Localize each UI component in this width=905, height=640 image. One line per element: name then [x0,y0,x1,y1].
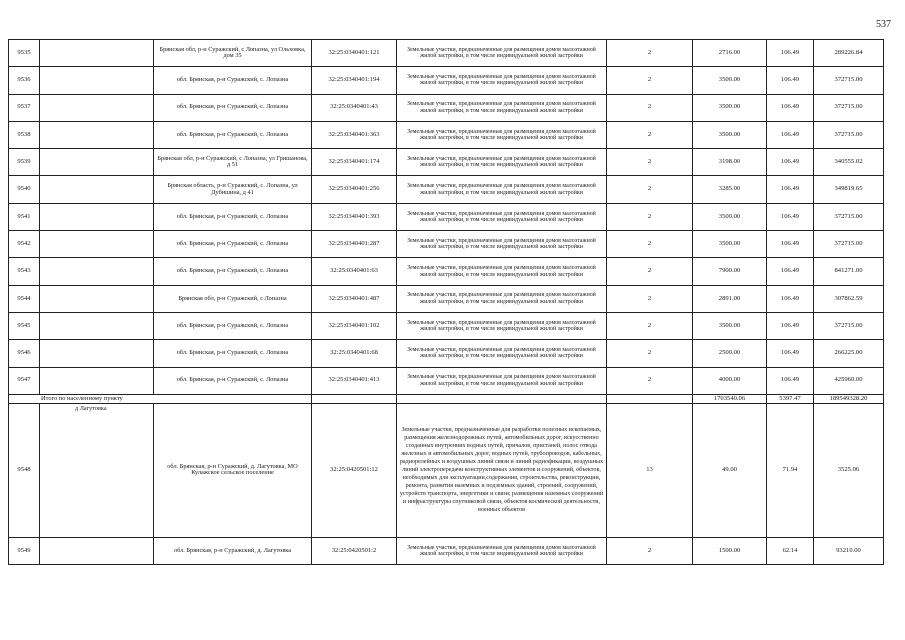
settlement-name: д Лагутовка [40,403,154,537]
cadastral-number-cell: 32:25:0340401:256 [312,176,397,203]
rate-cell: 106.49 [767,258,814,285]
group-cell: 2 [607,149,693,176]
cadastral-value-cell: 372715.00 [814,94,884,121]
address-cell: Брянская обл, р-н Суражский, с Лопазна [154,285,312,312]
address-cell: обл. Брянская, р-н Суражский, с. Лопазна [154,340,312,367]
land-use-cell: Земельные участки, предназначенные для разработки полезных ископаемых, размещения железнодорожных путей, автомобильных дорог, искусственно созданных внутренних водных путей, причалов, пристаней, полос отвода железных и автомобильных дорог, водных путей, трубопроводов, кабельных, радиорелейных и воздушных линий связи и линий радиофикации, воздушных линий электропередачи конструктивных элементов и сооружений, объектов, необходимых для эксплуатации,содержания, строительства, реконструкции, ремонта, развития наземных и подземных зданий, строений, сооружений, устройств транспорта, энергетики и связи; размещения наземных сооружений и инфраструктуры спутниковой связи, объектов космической деятельности, военных объектов [397,403,607,537]
area-cell: 3500.00 [693,312,767,339]
group-cell: 2 [607,340,693,367]
blank-cell [40,149,154,176]
blank-cell [40,203,154,230]
page-number: 537 [876,19,891,30]
address-cell: обл. Брянская, р-н Суражский, с. Лопазна [154,231,312,258]
rate-cell: 106.49 [767,40,814,67]
group-cell: 2 [607,367,693,394]
rate-cell: 106.49 [767,367,814,394]
table-row [9,231,884,258]
cadastral-value-cell: 266225.00 [814,340,884,367]
group-cell: 2 [607,203,693,230]
cadastral-value-cell: 3525.06 [814,403,884,537]
address-cell: обл. Брянская, р-н Суражский, д. Лагутовка, МО Кулажское сельское поселение [154,403,312,537]
area-cell: 3198.00 [693,149,767,176]
cadastral-value-cell: 425960.00 [814,367,884,394]
table-row [9,94,884,121]
row-number: 9547 [9,367,40,394]
row-number: 9544 [9,285,40,312]
table-body [9,40,884,565]
total-area: 1703540.06 [693,394,767,403]
land-use-cell: Земельные участки, предназначенные для размещения домов малоэтажной жилой застройки, в том числе индивидуальной жилой застройки [397,94,607,121]
table-row [9,340,884,367]
cadastral-value-cell: 340555.02 [814,149,884,176]
row-number: 9541 [9,203,40,230]
area-cell: 2891.00 [693,285,767,312]
land-use-cell: Земельные участки, предназначенные для размещения домов малоэтажной жилой застройки, в том числе индивидуальной жилой застройки [397,231,607,258]
table-row [9,67,884,94]
cadastral-value-table [8,39,884,565]
row-number: 9535 [9,40,40,67]
land-use-cell: Земельные участки, предназначенные для размещения домов малоэтажной жилой застройки, в том числе индивидуальной жилой застройки [397,285,607,312]
rate-cell: 106.49 [767,94,814,121]
group-cell: 2 [607,312,693,339]
rate-cell: 106.49 [767,312,814,339]
rate-cell: 106.49 [767,149,814,176]
blank-cell [40,67,154,94]
rate-cell: 71.94 [767,403,814,537]
group-cell: 2 [607,285,693,312]
cadastral-number-cell: 32:25:0340401:363 [312,121,397,148]
blank-cell [40,231,154,258]
area-cell: 2716.00 [693,40,767,67]
row-number: 9542 [9,231,40,258]
row-number: 9539 [9,149,40,176]
land-use-cell: Земельные участки, предназначенные для размещения домов малоэтажной жилой застройки, в том числе индивидуальной жилой застройки [397,340,607,367]
land-use-cell: Земельные участки, предназначенные для размещения домов малоэтажной жилой застройки, в том числе индивидуальной жилой застройки [397,40,607,67]
row-number: 9545 [9,312,40,339]
area-cell: 7900.00 [693,258,767,285]
cadastral-value-cell: 307862.59 [814,285,884,312]
blank-cell [40,340,154,367]
cadastral-number-cell: 32:25:0340401:393 [312,203,397,230]
table-row [9,312,884,339]
table-row [9,121,884,148]
address-cell: обл. Брянская, р-н Суражский, д. Лагутовка [154,537,312,564]
area-cell: 3500.00 [693,121,767,148]
land-use-cell: Земельные участки, предназначенные для размещения домов малоэтажной жилой застройки, в том числе индивидуальной жилой застройки [397,203,607,230]
cadastral-value-cell: 372715.00 [814,121,884,148]
land-use-cell: Земельные участки, предназначенные для размещения домов малоэтажной жилой застройки, в том числе индивидуальной жилой застройки [397,258,607,285]
rate-cell: 106.49 [767,340,814,367]
area-cell: 2500.00 [693,340,767,367]
area-cell: 49.00 [693,403,767,537]
table-row [9,40,884,67]
area-cell: 3500.00 [693,94,767,121]
land-use-cell: Земельные участки, предназначенные для размещения домов малоэтажной жилой застройки, в том числе индивидуальной жилой застройки [397,312,607,339]
cadastral-number-cell: 32:25:0340401:121 [312,40,397,67]
cadastral-number-cell: 32:25:0420501:12 [312,403,397,537]
cadastral-value-cell: 841271.00 [814,258,884,285]
blank-cell [312,394,397,403]
blank-cell [40,176,154,203]
group-cell: 2 [607,537,693,564]
table-row [9,285,884,312]
group-cell: 13 [607,403,693,537]
cadastral-number-cell: 32:25:0340401:174 [312,149,397,176]
rate-cell: 62.14 [767,537,814,564]
address-cell: обл. Брянская, р-н Суражский, с. Лопазна [154,312,312,339]
cadastral-number-cell: 32:25:0340401:43 [312,94,397,121]
blank-cell [397,394,607,403]
rate-cell: 106.49 [767,67,814,94]
cadastral-number-cell: 32:25:0340401:413 [312,367,397,394]
row-number: 9549 [9,537,40,564]
table-row [9,403,884,537]
total-value: 189549328.20 [814,394,884,403]
land-use-cell: Земельные участки, предназначенные для размещения домов малоэтажной жилой застройки, в том числе индивидуальной жилой застройки [397,121,607,148]
total-row [9,394,884,403]
cadastral-value-cell: 372715.00 [814,67,884,94]
area-cell: 3500.00 [693,203,767,230]
land-use-cell: Земельные участки, предназначенные для размещения домов малоэтажной жилой застройки, в том числе индивидуальной жилой застройки [397,537,607,564]
area-cell: 3285.00 [693,176,767,203]
blank-cell [40,258,154,285]
rate-cell: 106.49 [767,176,814,203]
cadastral-number-cell: 32:25:0420501:2 [312,537,397,564]
table-row [9,258,884,285]
address-cell: обл. Брянская, р-н Суражский, с. Лопазна [154,121,312,148]
row-number: 9546 [9,340,40,367]
blank-cell [40,537,154,564]
address-cell: обл. Брянская, р-н Суражский, с. Лопазна [154,94,312,121]
area-cell: 4000.00 [693,367,767,394]
blank-cell [40,312,154,339]
table-row [9,367,884,394]
row-number: 9543 [9,258,40,285]
total-rate: 5397.47 [767,394,814,403]
row-number: 9548 [9,403,40,537]
area-cell: 1500.00 [693,537,767,564]
blank-cell [40,285,154,312]
table-row [9,176,884,203]
blank-cell [40,121,154,148]
cadastral-number-cell: 32:25:0340401:102 [312,312,397,339]
address-cell: Брянская обл, р-н Суражский, с Лопазна, ул Ольховка, дом 35 [154,40,312,67]
cadastral-value-cell: 289226.84 [814,40,884,67]
rate-cell: 106.49 [767,121,814,148]
land-use-cell: Земельные участки, предназначенные для размещения домов малоэтажной жилой застройки, в том числе индивидуальной жилой застройки [397,176,607,203]
area-cell: 3500.00 [693,67,767,94]
address-cell: обл. Брянская, р-н Суражский, с. Лопазна [154,258,312,285]
group-cell: 2 [607,67,693,94]
cadastral-value-cell: 372715.00 [814,231,884,258]
blank-cell [40,94,154,121]
table-row [9,537,884,564]
cadastral-value-cell: 372715.00 [814,203,884,230]
row-number: 9536 [9,67,40,94]
rate-cell: 106.49 [767,203,814,230]
row-number: 9540 [9,176,40,203]
group-cell: 2 [607,176,693,203]
cadastral-number-cell: 32:25:0340401:63 [312,258,397,285]
cadastral-value-cell: 93210.00 [814,537,884,564]
row-number: 9538 [9,121,40,148]
cadastral-number-cell: 32:25:0340401:487 [312,285,397,312]
total-label: Итого по населенному пункту [9,394,312,403]
table-row [9,149,884,176]
cadastral-value-cell: 372715.00 [814,312,884,339]
cadastral-number-cell: 32:25:0340401:287 [312,231,397,258]
group-cell: 2 [607,258,693,285]
address-cell: Брянская область, р-н Суражский, с. Лопазна, ул Дубишина, д 41 [154,176,312,203]
group-cell: 2 [607,231,693,258]
cadastral-value-cell: 349819.65 [814,176,884,203]
row-number: 9537 [9,94,40,121]
address-cell: обл. Брянская, р-н Суражский, с. Лопазна [154,67,312,94]
area-cell: 3500.00 [693,231,767,258]
address-cell: обл. Брянская, р-н Суражский, с. Лопазна [154,203,312,230]
address-cell: обл. Брянская, р-н Суражский, с. Лопазна [154,367,312,394]
group-cell: 2 [607,121,693,148]
land-use-cell: Земельные участки, предназначенные для размещения домов малоэтажной жилой застройки, в том числе индивидуальной жилой застройки [397,149,607,176]
cadastral-number-cell: 32:25:0340401:194 [312,67,397,94]
blank-cell [40,367,154,394]
group-cell: 2 [607,94,693,121]
land-use-cell: Земельные участки, предназначенные для размещения домов малоэтажной жилой застройки, в том числе индивидуальной жилой застройки [397,367,607,394]
cadastral-number-cell: 32:25:0340401:68 [312,340,397,367]
table-row [9,203,884,230]
rate-cell: 106.49 [767,231,814,258]
rate-cell: 106.49 [767,285,814,312]
land-use-cell: Земельные участки, предназначенные для размещения домов малоэтажной жилой застройки, в том числе индивидуальной жилой застройки [397,67,607,94]
blank-cell [40,40,154,67]
blank-cell [607,394,693,403]
address-cell: Брянская обл, р-н Суражский, с Лопазна, ул Гришанова, д 51 [154,149,312,176]
group-cell: 2 [607,40,693,67]
